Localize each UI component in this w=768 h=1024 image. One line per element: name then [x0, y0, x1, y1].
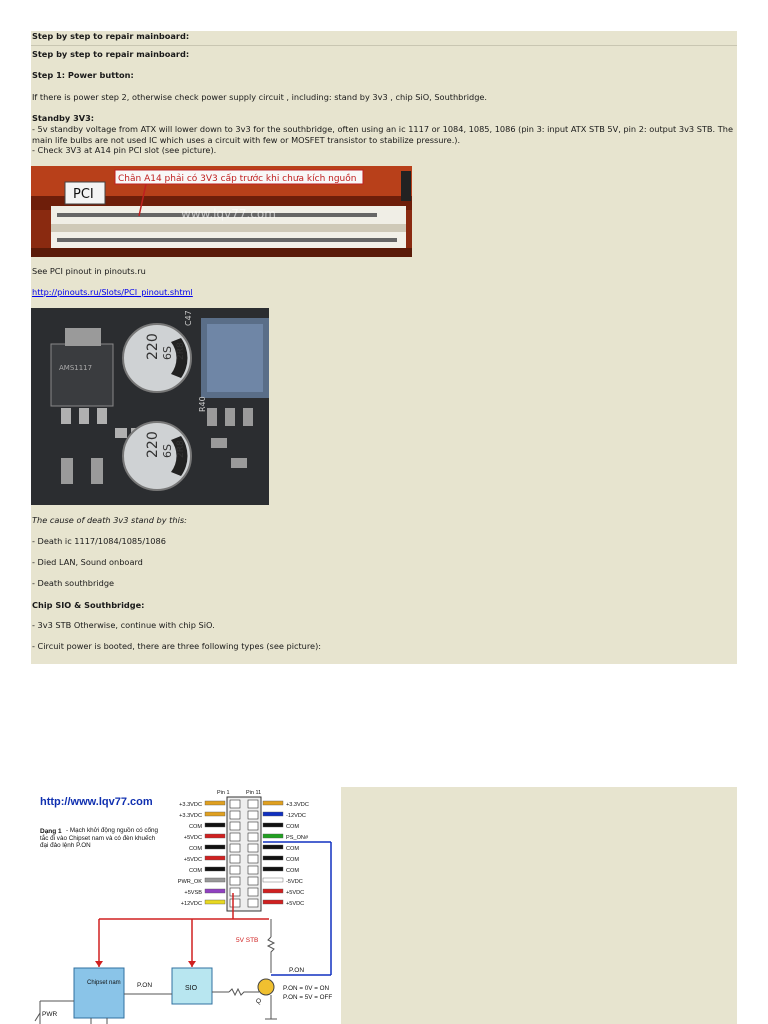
right-pin-label-3: PS_ON#	[286, 835, 309, 841]
right-wire-6	[263, 867, 283, 871]
right-wire-4	[263, 845, 283, 849]
cap1-text-b: 6S	[161, 346, 174, 360]
left-pin-label-2: COM	[188, 824, 202, 830]
left-wire-9	[205, 900, 225, 904]
right-pin-4	[248, 844, 258, 852]
right-wire-8	[263, 889, 283, 893]
pon-label: P.ON	[137, 982, 153, 989]
q-label: Q	[256, 998, 262, 1005]
cap1-text-c: 2R8	[176, 342, 186, 360]
pon-on-text: P.ON = 0V = ON	[283, 985, 330, 992]
right-pin-1	[248, 811, 258, 819]
r40-label: R40	[198, 396, 207, 412]
chip-heading: Chip SIO & Southbridge:	[32, 600, 145, 610]
right-pin-label-6: COM	[286, 868, 300, 874]
left-wire-4	[205, 845, 225, 849]
left-wire-1	[205, 812, 225, 816]
cause-item-3: - Death southbridge	[32, 578, 115, 588]
left-pin-label-4: COM	[188, 846, 202, 852]
right-pin-label-9: +5VDC	[286, 901, 305, 907]
chip-item-1: - 3v3 STB Otherwise, continue with chip SiO.	[32, 620, 215, 630]
c47-label: C47	[184, 310, 193, 326]
right-wire-9	[263, 900, 283, 904]
step1-heading: Step 1: Power button:	[32, 70, 134, 80]
page-heading: Step by step to repair mainboard:	[32, 49, 190, 59]
ic-label: AMS1117	[59, 364, 93, 372]
right-wire-0	[263, 801, 283, 805]
left-pin-5	[230, 855, 240, 863]
right-pin-label-5: COM	[286, 857, 300, 863]
right-wire-3	[263, 834, 283, 838]
right-wire-7	[263, 878, 283, 882]
chip-item-2: - Circuit power is booted, there are three following types (see picture):	[32, 641, 322, 651]
left-pin-label-7: PWR_OK	[177, 879, 202, 885]
right-pin-label-2: COM	[286, 824, 300, 830]
diagram-type-label: Dạng 1	[40, 828, 62, 835]
standby-heading: Standby 3V3:	[32, 113, 95, 123]
right-wire-1	[263, 812, 283, 816]
left-wire-7	[205, 878, 225, 882]
pwr-label: PWR	[42, 1011, 58, 1018]
atx-diagram	[31, 787, 341, 1024]
right-pin-5	[248, 855, 258, 863]
left-wire-0	[205, 801, 225, 805]
cap2-text-c: 2R8	[176, 440, 186, 458]
right-wire-5	[263, 856, 283, 860]
see-pinout-text: See PCI pinout in pinouts.ru	[32, 266, 146, 276]
left-wire-3	[205, 834, 225, 838]
left-pin-3	[230, 833, 240, 841]
cap1-text-a: 220	[145, 333, 161, 360]
left-pin-label-0: +3.3VDC	[179, 802, 202, 808]
left-pin-label-9: +12VDC	[180, 901, 202, 907]
right-pin-9	[248, 899, 258, 907]
pci-slot-photo	[31, 166, 412, 257]
pon-off-text: P.ON = 5V = OFF	[283, 994, 333, 1001]
cap2-text-b: 6S	[161, 444, 174, 458]
left-wire-2	[205, 823, 225, 827]
sio-label: SIO	[185, 985, 198, 992]
pci-watermark: www.lqv77.com	[181, 207, 276, 221]
pci-label: PCI	[73, 187, 94, 202]
transistor-q	[258, 979, 274, 995]
left-pin-label-8: +5VSB	[184, 890, 202, 896]
left-pin-4	[230, 844, 240, 852]
left-pin-label-3: +5VDC	[183, 835, 202, 841]
pinout-link-row	[32, 287, 193, 298]
cause-item-2: - Died LAN, Sound onboard	[32, 557, 143, 567]
chipset-box	[74, 968, 124, 1018]
standby-paragraph: - 5v standby voltage from ATX will lower down to 3v3 for the southbridge, often using an ic 1117 or 1084, 1085, 1086 (pin 3: input ATX STB 5V, pin 2: output 3v3 STB. The main life bulbs are not used IC which uses a circuit with few or MOSFET transistor to stabilize pressure.).	[32, 124, 733, 145]
left-pin-label-5: +5VDC	[183, 857, 202, 863]
standby-check: - Check 3V3 at A14 pin PCI slot (see picture).	[32, 145, 217, 155]
right-pin-8	[248, 888, 258, 896]
right-pin-label-4: COM	[286, 846, 300, 852]
right-pin-0	[248, 800, 258, 808]
pin11-label: Pin 11	[246, 790, 262, 796]
left-pin-1	[230, 811, 240, 819]
pinout-link[interactable]: http://pinouts.ru/Slots/PCI_pinout.shtml	[32, 287, 193, 297]
left-pin-0	[230, 800, 240, 808]
right-pin-7	[248, 877, 258, 885]
left-pin-7	[230, 877, 240, 885]
cap2-text-a: 220	[145, 431, 161, 458]
diagram-url: http://www.lqv77.com	[40, 796, 153, 808]
left-pin-2	[230, 822, 240, 830]
stb-label: 5V STB	[236, 937, 259, 944]
left-wire-6	[205, 867, 225, 871]
pci-caption: Chân A14 phải có 3V3 cấp trước khi chưa kích nguồn	[118, 174, 357, 184]
intro-text: If there is power step 2, otherwise check power supply circuit , including: stand by 3v3 , chip SiO, Southbridge.	[32, 92, 488, 102]
left-wire-8	[205, 889, 225, 893]
chipset-label: Chipset nam	[87, 980, 121, 986]
right-pin-6	[248, 866, 258, 874]
left-pin-6	[230, 866, 240, 874]
right-pin-2	[248, 822, 258, 830]
left-pin-label-6: COM	[188, 868, 202, 874]
right-pin-3	[248, 833, 258, 841]
heading-divider	[31, 45, 737, 46]
left-wire-5	[205, 856, 225, 860]
pin1-label: Pin 1	[217, 790, 230, 796]
right-pin-label-8: +5VDC	[286, 890, 305, 896]
pon-label-right: P.ON	[289, 967, 305, 974]
right-pin-label-7: -5VDC	[286, 879, 303, 885]
capacitor-photo	[31, 308, 269, 505]
left-pin-label-1: +3.3VDC	[179, 813, 202, 819]
cause-heading: The cause of death 3v3 stand by this:	[32, 515, 187, 525]
page-heading-top: Step by step to repair mainboard:	[32, 31, 190, 41]
cause-item-1: - Death ic 1117/1084/1085/1086	[32, 536, 166, 546]
right-wire-2	[263, 823, 283, 827]
right-pin-label-0: +3.3VDC	[286, 802, 309, 808]
left-pin-9	[230, 899, 240, 907]
left-pin-8	[230, 888, 240, 896]
diagram-type-desc: - Mạch khởi động nguồn có cổng tắc đi vào Chipset nam và có đèn khuếch đại đảo lệnh P.ON	[40, 827, 158, 849]
right-pin-label-1: -12VDC	[286, 813, 306, 819]
